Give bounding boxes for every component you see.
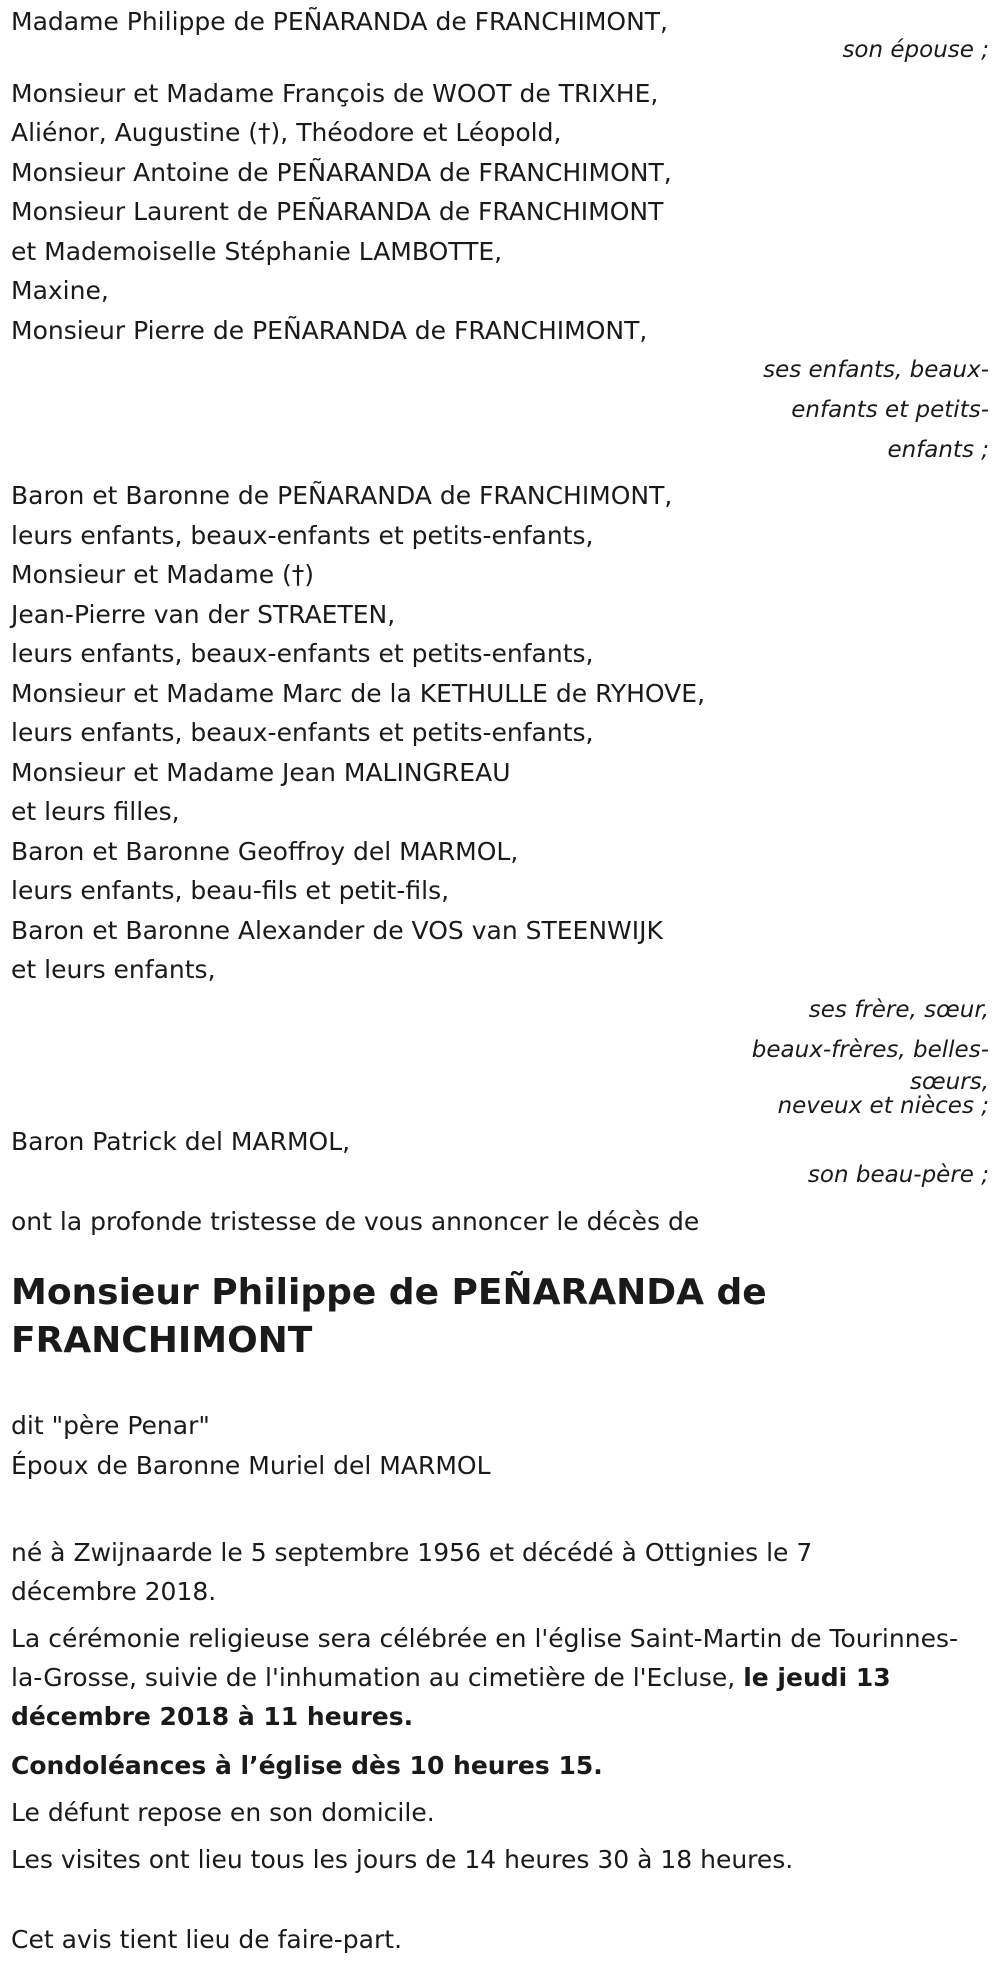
birth-death-text: né à Zwijnaarde le 5 septembre 1956 et décédé à Ottignies le 7 décembre 2018. — [11, 1538, 813, 1606]
family-line: leurs enfants, beaux-enfants et petits-enfants, — [11, 520, 594, 550]
role-line: enfants et petits- — [791, 397, 989, 423]
family-line: Monsieur et Madame Jean MALINGREAU — [11, 757, 511, 787]
notice-text: Cet avis tient lieu de faire-part. — [11, 1925, 403, 1954]
father-in-law-block — [11, 1122, 991, 1162]
ceremony-date: le jeudi 13 décembre 2018 à 11 heures. — [11, 1663, 891, 1731]
family-line: Baron et Baronne Geoffroy del MARMOL, — [11, 836, 519, 866]
role-line: ses enfants, beaux- — [763, 357, 989, 383]
family-line: leurs enfants, beau-fils et petit-fils, — [11, 876, 450, 905]
condolences-text: Condoléances à l’église dès 10 heures 15. — [11, 1751, 603, 1780]
spouse-role: son épouse ; — [842, 36, 989, 63]
family-line: Monsieur et Madame François de WOOT de TRIXHE, — [11, 78, 659, 108]
family-line: Monsieur Laurent de PEÑARANDA de FRANCHIMONT — [11, 197, 664, 226]
ceremony-text: La cérémonie religieuse sera célébrée en l'église Saint-Martin de Tourinnes-la-Grosse, suivie de l'inhumation au cimetière de l'Ecluse, — [11, 1624, 958, 1692]
family-line: Maxine, — [11, 276, 109, 305]
family-line: Aliénor, Augustine (†), Théodore et Léopold, — [11, 118, 562, 147]
family-line: Monsieur et Madame Marc de la KETHULLE de RYHOVE, — [11, 678, 706, 708]
role-line: enfants ; — [887, 437, 989, 463]
role-line: beaux-frères, belles- — [751, 1036, 989, 1063]
family-line: Baron et Baronne de PEÑARANDA de FRANCHIMONT, — [11, 481, 673, 510]
role-line: ses frère, sœur, — [808, 996, 989, 1023]
deceased-details — [11, 1406, 991, 1486]
father-in-law-role: son beau-père ; — [807, 1162, 989, 1188]
family-line: Jean-Pierre van der STRAETEN, — [11, 599, 396, 629]
nickname: dit "père Penar" — [11, 1411, 210, 1440]
ceremony-paragraph — [11, 1619, 971, 1736]
children-role — [11, 350, 991, 470]
visits-text: Les visites ont lieu tous les jours de 14 heures 30 à 18 heures. — [11, 1845, 794, 1874]
repose-text: Le défunt repose en son domicile. — [11, 1798, 435, 1827]
family-line: leurs enfants, beaux-enfants et petits-enfants, — [11, 718, 594, 747]
family-line: Madame Philippe de PEÑARANDA de FRANCHIMONT, — [11, 7, 669, 36]
family-line: Baron Patrick del MARMOL, — [11, 1126, 351, 1156]
obituary-notice — [11, 0, 991, 1959]
siblings-role — [11, 990, 991, 1118]
family-line: et leurs enfants, — [11, 955, 216, 984]
role-line: neveux et nièces ; — [777, 1092, 989, 1119]
announcement-intro: ont la profonde tristesse de vous annoncer le décès de — [11, 1207, 700, 1236]
family-line: Monsieur Antoine de PEÑARANDA de FRANCHIMONT, — [11, 157, 672, 187]
spouse-of: Époux de Baronne Muriel del MARMOL — [11, 1451, 491, 1480]
family-line: leurs enfants, beaux-enfants et petits-enfants, — [11, 639, 594, 668]
family-line: Monsieur et Madame (†) — [11, 560, 315, 589]
siblings-block — [11, 476, 991, 990]
role-line: sœurs, — [910, 1068, 989, 1095]
family-line: et leurs filles, — [11, 797, 180, 826]
deceased-name: Monsieur Philippe de PEÑARANDA de FRANCHIMONT — [11, 1272, 767, 1361]
children-block — [11, 74, 991, 351]
family-line: Baron et Baronne Alexander de VOS van STEENWIJK — [11, 915, 663, 945]
family-line: Monsieur Pierre de PEÑARANDA de FRANCHIMONT, — [11, 315, 648, 345]
family-line: et Mademoiselle Stéphanie LAMBOTTE, — [11, 236, 503, 266]
